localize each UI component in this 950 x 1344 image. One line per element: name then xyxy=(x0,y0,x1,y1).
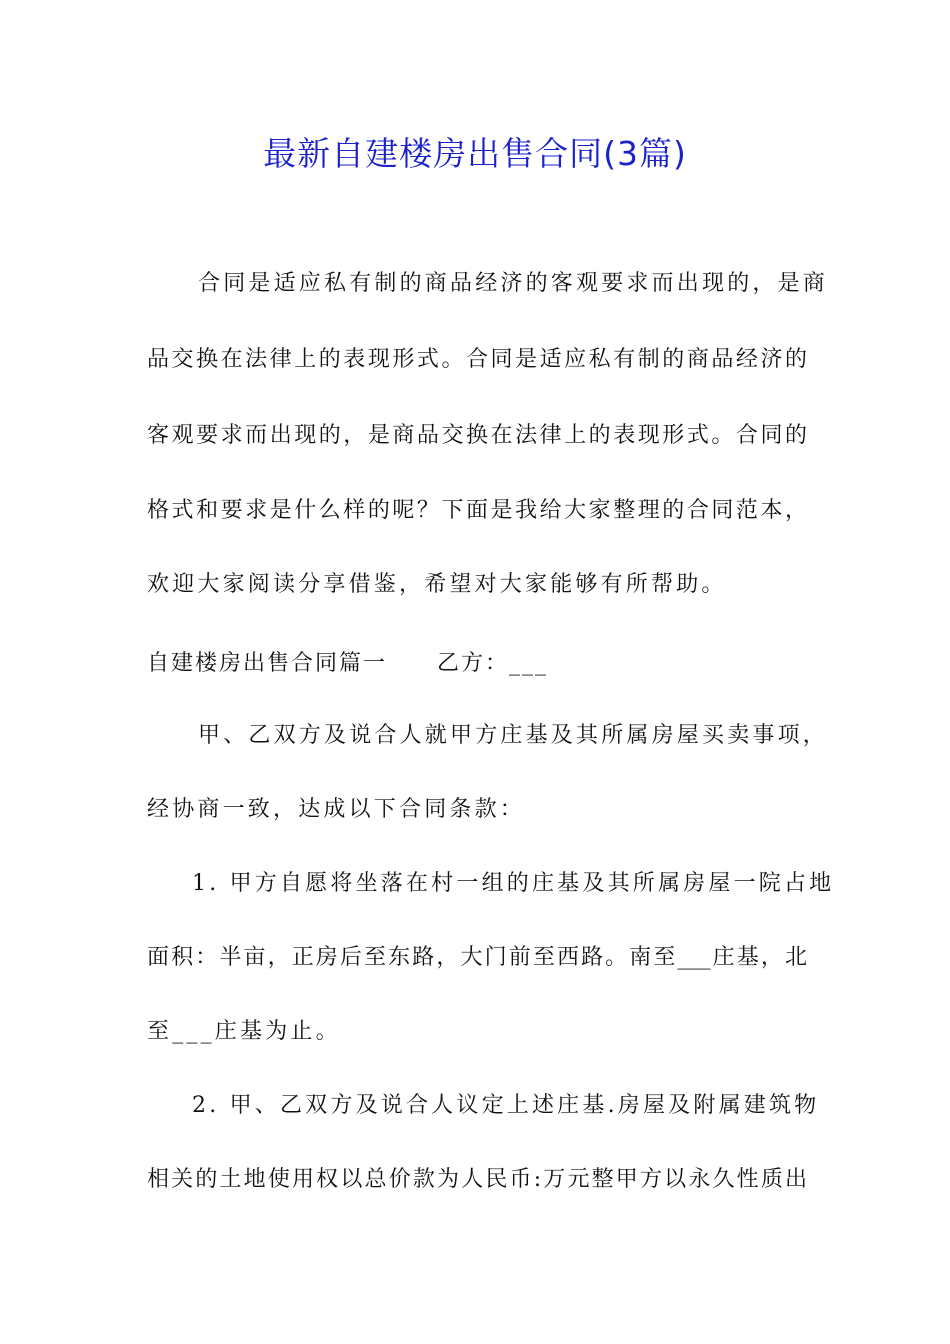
document-title: 最新自建楼房出售合同(3篇) xyxy=(263,134,687,173)
clause-2-line-1: 2. 甲、乙双方及说合人议定上述庄基.房屋及附属建筑物 xyxy=(192,1093,820,1118)
party-b-field: 乙方：___ xyxy=(437,651,549,676)
section-heading xyxy=(147,646,548,682)
clause-1-line-2: 面积：半亩，正房后至东路，大门前至西路。南至___庄基，北 xyxy=(147,945,807,970)
intro-line-3: 客观要求而出现的，是商品交换在法律上的表现形式。合同的 xyxy=(147,423,807,448)
intro-line-5: 欢迎大家阅读分享借鉴，希望对大家能够有所帮助。 xyxy=(147,572,727,597)
intro-line-2: 品交换在法律上的表现形式。合同是适应私有制的商品经济的 xyxy=(147,347,807,372)
clause-2-line-2: 相关的土地使用权以总价款为人民币:万元整甲方以永久性质出 xyxy=(147,1167,807,1192)
intro-line-4: 格式和要求是什么样的呢？下面是我给大家整理的合同范本， xyxy=(147,498,807,523)
body-line-1: 甲、乙双方及说合人就甲方庄基及其所属房屋买卖事项， xyxy=(198,723,829,748)
section-title: 自建楼房出售合同篇一 xyxy=(147,651,388,676)
intro-line-1: 合同是适应私有制的商品经济的客观要求而出现的，是商 xyxy=(198,271,829,296)
clause-1-line-3: 至___庄基为止。 xyxy=(147,1019,341,1044)
body-line-2: 经协商一致，达成以下合同条款： xyxy=(147,797,526,822)
clause-1-line-1: 1. 甲方自愿将坐落在村一组的庄基及其所属房屋一院占地 xyxy=(192,871,835,896)
